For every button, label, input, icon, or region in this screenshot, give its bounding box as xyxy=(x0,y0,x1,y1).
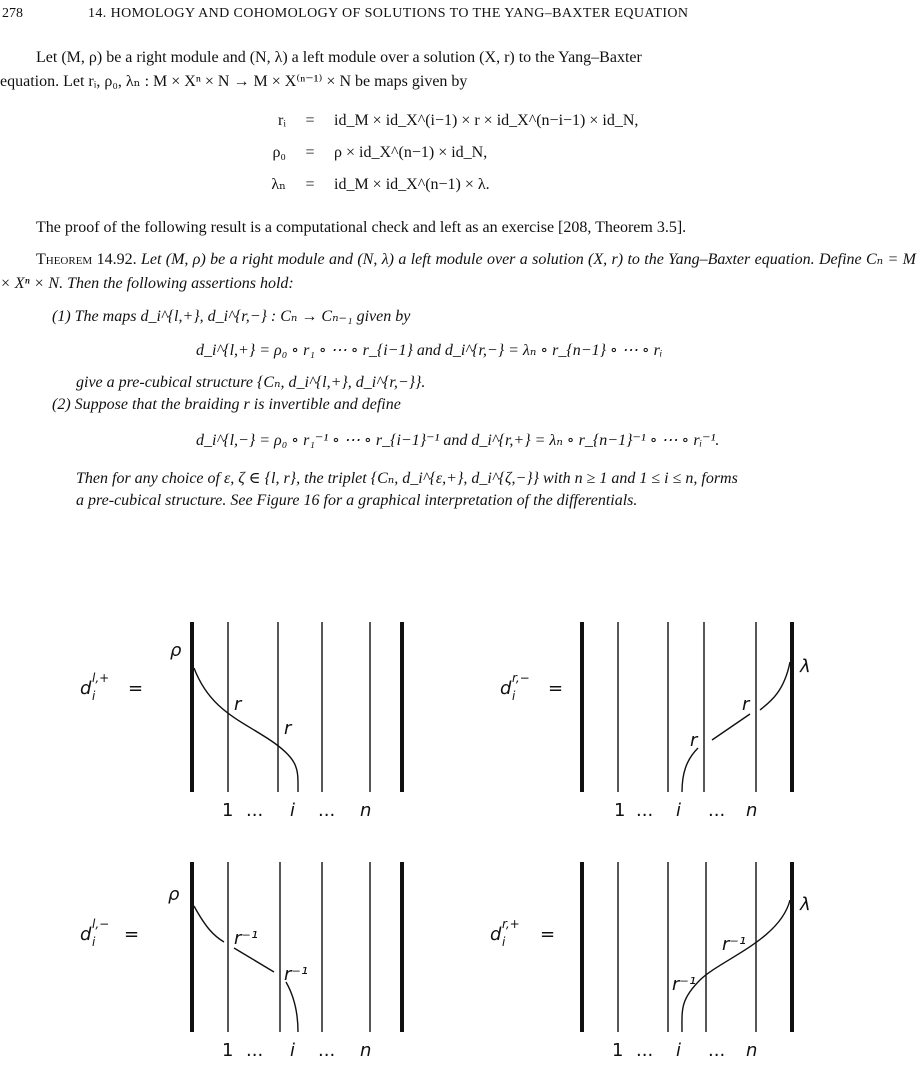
diagram-2-bottom-1: 1 xyxy=(614,800,626,821)
theorem-label: Theorem 14.92. xyxy=(36,251,137,268)
diagram-4-bottom-3: i xyxy=(676,1040,682,1060)
diagram-3-lhs-base: d xyxy=(80,924,92,945)
item-1-tail: give a pre-cubical structure {Cₙ, d_i^{l,+}, d_i^{r,−}}. xyxy=(76,374,426,391)
diagram-1-crossing-2: r xyxy=(284,718,292,739)
equation-rhs: id_M × id_X^(i−1) × r × id_X^(n−i−1) × id_N, xyxy=(334,112,639,129)
equation-lhs: ρ₀ xyxy=(272,144,286,161)
diagram-4-bottom-2: ... xyxy=(636,1040,654,1060)
diagram-3-lhs-sup: l,− xyxy=(92,917,110,931)
equation-rel: = xyxy=(305,112,315,129)
diagram-1-bottom-2: ... xyxy=(246,800,264,821)
diagram-d-r-minus xyxy=(582,622,792,792)
diagram-1-bottom-3: i xyxy=(290,800,296,821)
diagram-3-bottom-5: n xyxy=(360,1040,372,1060)
equation-row xyxy=(250,140,810,166)
item-2-intro: (2) Suppose that the braiding r is invertible and define xyxy=(52,396,401,413)
diagram-2-crossing-1: r xyxy=(742,694,750,715)
diagram-1-bottom-4: ... xyxy=(318,800,336,821)
diagram-3-bottom-1: 1 xyxy=(222,1040,234,1060)
item-2-tail-2: a pre-cubical structure. See Figure 16 for a graphical interpretation of the differentials. xyxy=(76,492,638,509)
diagram-3-bottom-3: i xyxy=(290,1040,296,1060)
diagram-2-bottom-4: ... xyxy=(708,800,726,821)
diagram-3-bottom-4: ... xyxy=(318,1040,336,1060)
item-1-intro: (1) The maps d_i^{l,+}, d_i^{r,−} : Cₙ → Cₙ₋₁ given by xyxy=(52,308,411,325)
diagram-d-l-plus xyxy=(192,622,402,792)
equation-rhs: id_M × id_X^(n−1) × λ. xyxy=(334,176,490,193)
running-header xyxy=(0,6,920,28)
equation-lhs: λₙ xyxy=(271,176,286,193)
diagram-1-bottom-1: 1 xyxy=(222,800,234,821)
diagram-4-lhs-sup: r,+ xyxy=(502,917,520,931)
diagram-2-bottom-3: i xyxy=(676,800,682,821)
diagram-1-bottom-5: n xyxy=(360,800,372,821)
diagram-4-lhs-sub: i xyxy=(502,935,506,949)
diagram-1-lhs-sup: l,+ xyxy=(92,671,110,685)
running-title: 14. HOMOLOGY AND COHOMOLOGY OF SOLUTIONS TO THE YANG–BAXTER EQUATION xyxy=(88,6,689,21)
diagram-4-crossing-1: r⁻¹ xyxy=(722,934,747,955)
diagram-d-l-minus xyxy=(192,862,402,1032)
equation-row xyxy=(250,108,810,134)
diagram-2-crossing-2: r xyxy=(690,730,698,751)
diagram-1-lhs-sub: i xyxy=(92,689,96,703)
diagram-2-bottom-2: ... xyxy=(636,800,654,821)
diagram-4-bottom-5: n xyxy=(746,1040,758,1060)
proof-note-text: The proof of the following result is a computational check and left as an exercise [208, Theorem 3.5]. xyxy=(36,219,687,236)
diagram-3-crossing-2: r⁻¹ xyxy=(284,964,309,985)
diagram-3-crossing-1: r⁻¹ xyxy=(234,928,259,949)
diagram-1-crossing-1: r xyxy=(234,694,242,715)
diagram-2-module: λ xyxy=(800,656,811,677)
diagram-2-lhs-sup: r,− xyxy=(512,671,530,685)
diagram-2-lhs-base: d xyxy=(500,678,512,699)
diagram-2-lhs-sub: i xyxy=(512,689,516,703)
diagram-4-lhs-base: d xyxy=(490,924,502,945)
item-2-tail-1: Then for any choice of ε, ζ ∈ {l, r}, the triplet {Cₙ, d_i^{ε,+}, d_i^{ζ,−}} with n ≥ 1 and 1 ≤ i ≤ n, forms xyxy=(76,470,738,487)
diagram-d-r-plus xyxy=(582,862,792,1032)
diagram-4-module: λ xyxy=(800,894,811,915)
theorem-body: Let (M, ρ) be a right module and (N, λ) a left module over a solution (X, r) to the Yang–Baxter equation. Define Cₙ = M × Xⁿ × N. Then the following assertions hold: xyxy=(0,251,917,292)
diagram-3-eq: = xyxy=(124,924,140,945)
diagram-1-lhs-base: d xyxy=(80,678,92,699)
diagram-3-module: ρ xyxy=(168,884,180,905)
equation-rel: = xyxy=(305,176,315,193)
intro-line-1: Let (M, ρ) be a right module and (N, λ) a left module over a solution (X, r) to the Yang–Baxter xyxy=(36,49,642,66)
intro-line-2: equation. Let rᵢ, ρ₀, λₙ : M × Xⁿ × N → M × X⁽ⁿ⁻¹⁾ × N be maps given by xyxy=(0,73,468,90)
figure-braid-diagrams xyxy=(0,610,920,1060)
equation-rel: = xyxy=(305,144,315,161)
theorem-statement xyxy=(0,248,916,296)
equation-rhs: ρ × id_X^(n−1) × id_N, xyxy=(334,144,488,161)
diagram-2-eq: = xyxy=(548,678,564,699)
item-2-formula: d_i^{l,−} = ρ₀ ∘ r₁⁻¹ ∘ ⋯ ∘ r_{i−1}⁻¹ and d_i^{r,+} = λₙ ∘ r_{n−1}⁻¹ ∘ ⋯ ∘ rᵢ⁻¹. xyxy=(196,432,720,449)
item-1-formula: d_i^{l,+} = ρ₀ ∘ r₁ ∘ ⋯ ∘ r_{i−1} and d_i^{r,−} = λₙ ∘ r_{n−1} ∘ ⋯ ∘ rᵢ xyxy=(196,342,663,359)
diagram-4-crossing-2: r⁻¹ xyxy=(672,974,697,995)
diagram-1-module: ρ xyxy=(170,640,182,661)
equation-lhs: rᵢ xyxy=(278,112,286,129)
diagram-1-eq: = xyxy=(128,678,144,699)
diagram-2-bottom-5: n xyxy=(746,800,758,821)
page-number: 278 xyxy=(2,6,23,21)
diagram-4-bottom-4: ... xyxy=(708,1040,726,1060)
diagram-3-bottom-2: ... xyxy=(246,1040,264,1060)
equation-array xyxy=(250,108,810,198)
diagram-4-bottom-1: 1 xyxy=(612,1040,624,1060)
diagram-3-lhs-sub: i xyxy=(92,935,96,949)
equation-row xyxy=(250,172,810,198)
diagram-4-eq: = xyxy=(540,924,556,945)
